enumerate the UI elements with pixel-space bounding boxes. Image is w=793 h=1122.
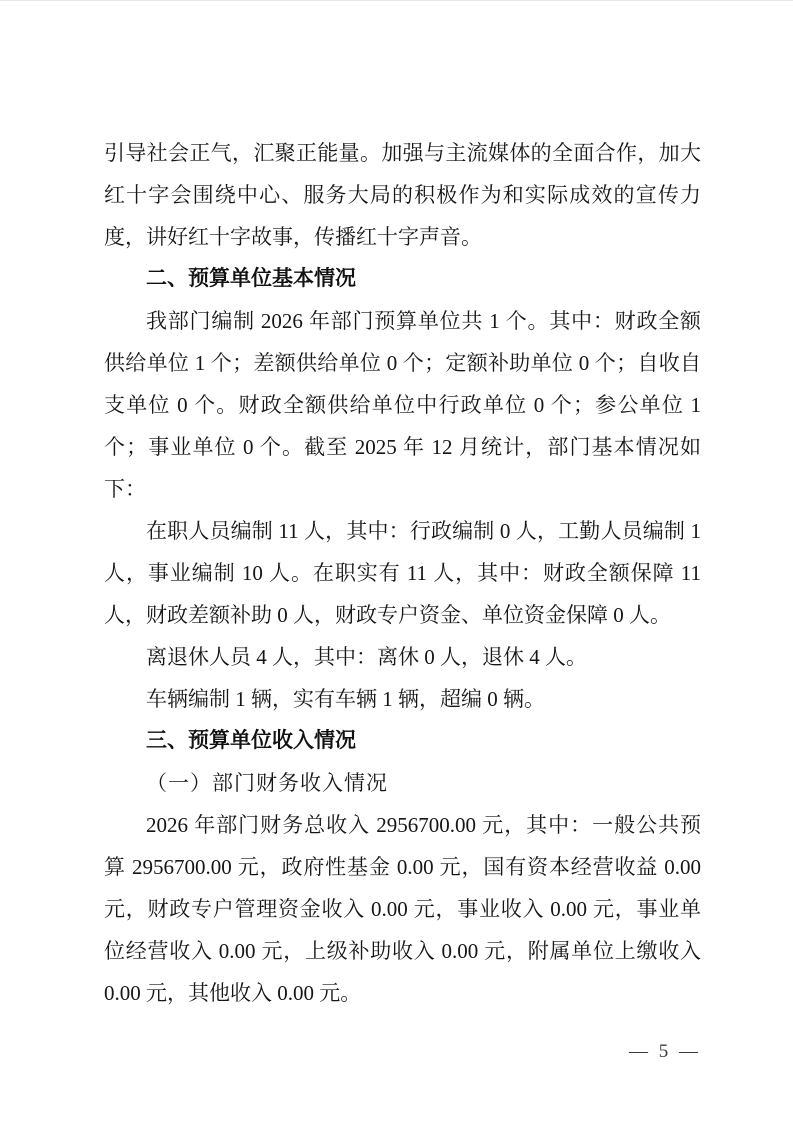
page-top-divider: [0, 0, 793, 1]
page-number: — 5 —: [629, 1041, 701, 1062]
section-heading-budget-unit-basic-info: 二、预算单位基本情况: [146, 267, 356, 290]
subsection-heading-department-finance-income: （一）部门财务收入情况: [146, 771, 388, 795]
document-body: [104, 132, 701, 1014]
paragraph-publicity-continuation: 引导社会正气，汇聚正能量。加强与主流媒体的全面合作，加大红十字会围绕中心、服务大局的积极作为和实际成效的宣传力度，讲好红十字故事，传播红十字声音。: [104, 141, 701, 249]
section-heading-budget-unit-income: 三、预算单位收入情况: [146, 729, 356, 752]
paragraph-retiree-counts: 离退休人员 4 人，其中：离休 0 人，退休 4 人。: [146, 645, 587, 669]
paragraph-vehicle-counts: 车辆编制 1 辆，实有车辆 1 辆，超编 0 辆。: [146, 687, 545, 711]
paragraph-income-breakdown: 2026 年部门财务总收入 2956700.00 元，其中：一般公共预算 2956700.00 元，政府性基金 0.00 元，国有资本经营收益 0.00 元，财政专户管理资金收入 0.00 元，事业收入 0.00 元，事业单位经营收入 0.00 元，上级补助收入 0.00 元，附属单位上缴收入 0.00 元，其他收入 0.00 元。: [104, 813, 701, 1005]
paragraph-budget-unit-counts: 我部门编制 2026 年部门预算单位共 1 个。其中：财政全额供给单位 1 个；差额供给单位 0 个；定额补助单位 0 个；自收自支单位 0 个。财政全额供给单位中行政单位 0 个；参公单位 1 个；事业单位 0 个。截至 2025 年 12 月统计，部门基本情况如下：: [104, 309, 701, 501]
paragraph-staffing-counts: 在职人员编制 11 人，其中：行政编制 0 人，工勤人员编制 1 人，事业编制 10 人。在职实有 11 人，其中：财政全额保障 11 人，财政差额补助 0 人，财政专户资金、单位资金保障 0 人。: [104, 519, 701, 627]
